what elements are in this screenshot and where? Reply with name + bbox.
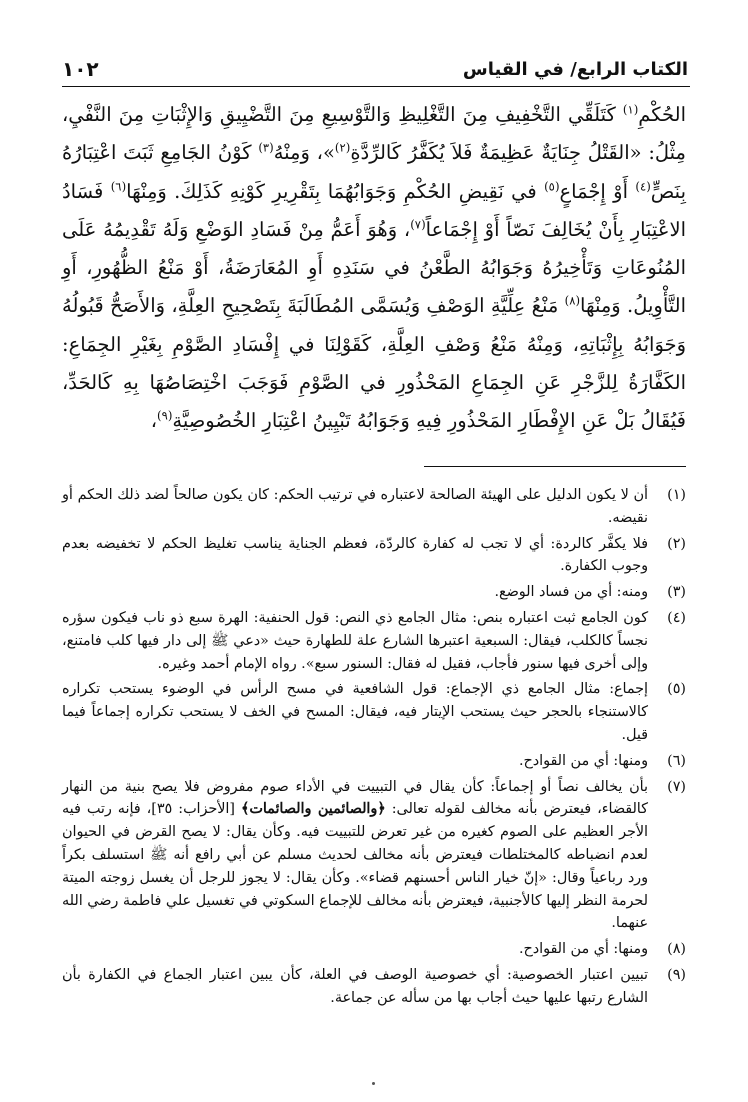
footnote-text: تبيين اعتبار الخصوصية: أي خصوصية الوصف في العلة، كأن يبين اعتبار الجماع في الكفارة بأن الشارع رتبها عليها حيث أجاب بها من سأله عن جماعة.	[62, 966, 648, 1006]
text-segment: فَسَادُ الاعْتِبَارِ بِأَنْ يُخَالِفَ نَصّاً أَوْ إِجْمَاعاً	[62, 179, 686, 241]
footnote-ref-1: (١)	[622, 102, 639, 117]
text-segment: أَوْ إِجْمَاعٍ	[559, 179, 636, 203]
text-segment: ،	[150, 409, 157, 433]
footnote-number: (٧)	[667, 778, 686, 795]
main-text	[62, 96, 686, 441]
footnote-8	[62, 938, 686, 961]
quran-verse: ﴿والصائمين والصائمات﴾	[240, 801, 386, 818]
footnote-text: أن لا يكون الدليل على الهيئة الصالحة لاعتباره في ترتيب الحكم: كان يكون صالحاً لضد ذلك الحكم أو نقيضه.	[62, 487, 648, 526]
footnote-6	[62, 750, 686, 773]
header-rule	[62, 86, 690, 87]
footnote-number: (٨)	[667, 941, 686, 958]
footnote-separator	[424, 466, 686, 467]
footnote-number: (٢)	[667, 535, 686, 552]
footnote-text-part: [الأحزاب: ٣٥]، فإنه رتب فيه الأجر العظيم على الصوم كغيره من غير تعرض للتبييت فيه. وكأن يقال: لا يصح القرض في الحيوان لعدم انضباطه كالمختلطات فيعترض بأنه مخالف لحديث مسلم عن أبي رافع أنه ﷺ استسلف بكراً ورد رباعياً وقال: «إنّ خيار الناس أحسنهم قضاء». وكأن يقال: لا يجوز للرجل أن يغسل زوجته الميتة لحرمة النظر إليها كالأجنبية، فيعترض بأنه مخالف للإجماع السكوتي في تغسيل علي فاطمة رضي الله عنهما.	[62, 801, 648, 932]
text-segment: في نَقِيضِ الحُكْمِ وَجَوَابُهُمَا بِتَقْرِيرِ كَوْنِهِ كَذَلِكَ. وَمِنْهَا	[126, 179, 545, 203]
footnote-9	[62, 964, 686, 1010]
footnote-number: (٩)	[667, 966, 686, 983]
footnote-ref-2: (٢)	[334, 140, 351, 155]
page-header	[62, 52, 688, 86]
text-segment: كَتَلَقِّي التَّخْفِيفِ مِنَ التَّغْلِيظِ وَالتَّوْسِيعِ مِنَ التَّضْيِيقِ وَالإِثْبَاتِ مِنَ النَّفْيِ، مِثْلُ: «القَتْلُ جِنَايَةٌ عَظِيمَةٌ فَلاَ يُكَفَّرُ كَالرِّدَّةِ	[62, 103, 686, 165]
footnote-number: (٦)	[667, 752, 686, 769]
footnote-ref-4: (٤)	[635, 179, 651, 194]
footnote-text: كون الجامع ثبت اعتباره بنص: مثال الجامع ذي النص: قول الحنفية: الهرة سبع ذو ناب فيكون سؤره نجساً كالكلب، فيقال: السبعية اعتبرها الشارع علة للطهارة حيث «دعي ﷺ إلى دار فيها كلب فامتنع، وإلى أخرى فيها سنور فأجاب، فقيل له فقال: السنور سبع». رواه الإمام أحمد وغيره.	[62, 609, 648, 672]
footnote-number: (٥)	[667, 681, 686, 698]
footnote-ref-7: (٧)	[410, 217, 426, 232]
footnote-number: (٣)	[667, 584, 686, 601]
text-segment: مَنْعُ عِلِّيَّةِ الوَصْفِ وَيُسَمَّى المُطَالَبَةَ بِتَصْحِيحِ العِلَّةِ، وَالأَصَحُّ قَبُولُهُ وَجَوَابُهُ بِإِثْبَاتِهِ، وَمِنْهُ مَنْعُ وَصْفِ العِلَّةِ، كَقَوْلِنَا في إِفْسَادِ الصَّوْمِ بِغَيْرِ الجِمَاعِ: الكَفَّارَةُ لِلزَّجْرِ عَنِ الجِمَاعِ المَحْذُورِ في الصَّوْمِ فَوَجَبَ اخْتِصَاصُهَا بِهِ كَالحَدِّ، فَيُقَالُ بَلْ عَنِ الإِفْطَارِ المَحْذُورِ فِيهِ وَجَوَابُهُ تَبْيِينُ اعْتِبَارِ الخُصُوصِيَّةِ	[62, 294, 686, 433]
text-segment: الحُكْمِ	[638, 103, 686, 126]
footnote-2	[62, 533, 686, 579]
footnote-3	[62, 581, 686, 604]
running-title: الكتاب الرابع/ في القياس	[462, 58, 688, 80]
footnote-ref-3: (٣)	[258, 140, 274, 155]
page-number: ١٠٢	[62, 57, 99, 81]
footnote-ref-8: (٨)	[564, 293, 581, 308]
footnote-number: (٤)	[667, 609, 686, 626]
footnote-text: ومنها: أي من القوادح.	[518, 941, 648, 958]
footnote-ref-6: (٦)	[110, 179, 127, 194]
footnote-5	[62, 678, 686, 746]
footnote-1	[62, 484, 686, 530]
footnote-ref-5: (٥)	[544, 179, 560, 194]
footnotes	[62, 484, 686, 1013]
text-segment: كَوْنُ الجَامِعِ ثَبَتَ اعْتِبَارُهُ بِنَصٍّ	[62, 141, 686, 203]
main-paragraph	[62, 96, 686, 441]
footnote-text: ومنه: أي من فساد الوضع.	[494, 584, 648, 601]
footnote-text	[62, 776, 648, 936]
footnote-text: إجماع: مثال الجامع ذي الإجماع: قول الشافعية في مسح الرأس في الوضوء يستحب تكراره كالاستنجاء بالحجر حيث يستحب الإيتار فيه، فيقال: المسح في الخف لا يستحب تكراره إجماعاً فيما قيل.	[62, 681, 648, 743]
text-segment: ، وَهُوَ أَعَمُّ مِنْ فَسَادِ الوَضْعِ وَلَهُ تَقْدِيمُهُ عَلَى المُنُوعَاتِ وَتَأْخِيرُهُ وَجَوَابُهُ الطَّعْنُ في سَنَدِهِ أَوِ المُعَارَضَةُ، أَوْ مَنْعُ الظُّهُورِ، أَوِ التَّأْوِيلُ. وَمِنْهَا	[62, 217, 686, 318]
text-segment: »، وَمِنْهُ	[273, 141, 335, 165]
footnote-number: (١)	[667, 487, 686, 503]
footnote-ref-9: (٩)	[157, 408, 173, 423]
footnote-7	[62, 776, 686, 936]
footnote-text-part: بأن يخالف نصاً أو إجماعاً: كأن يقال في التبييت في الأداء صوم مفروض فلا يصح بنية من النهار كالقضاء، فيعترض بأنه مخالف لقوله تعالى:	[62, 778, 648, 818]
footnote-text: فلا يكفَّر كالردة: أي لا تجب له كفارة كالردّة، فعظم الجناية يناسب تغليظ الحكم لا تخفيضه بعدم وجوب الكفارة.	[62, 535, 648, 575]
stray-print-mark	[372, 1082, 375, 1085]
footnote-4	[62, 607, 686, 675]
footnote-text: ومنها: أي من القوادح.	[518, 752, 648, 769]
